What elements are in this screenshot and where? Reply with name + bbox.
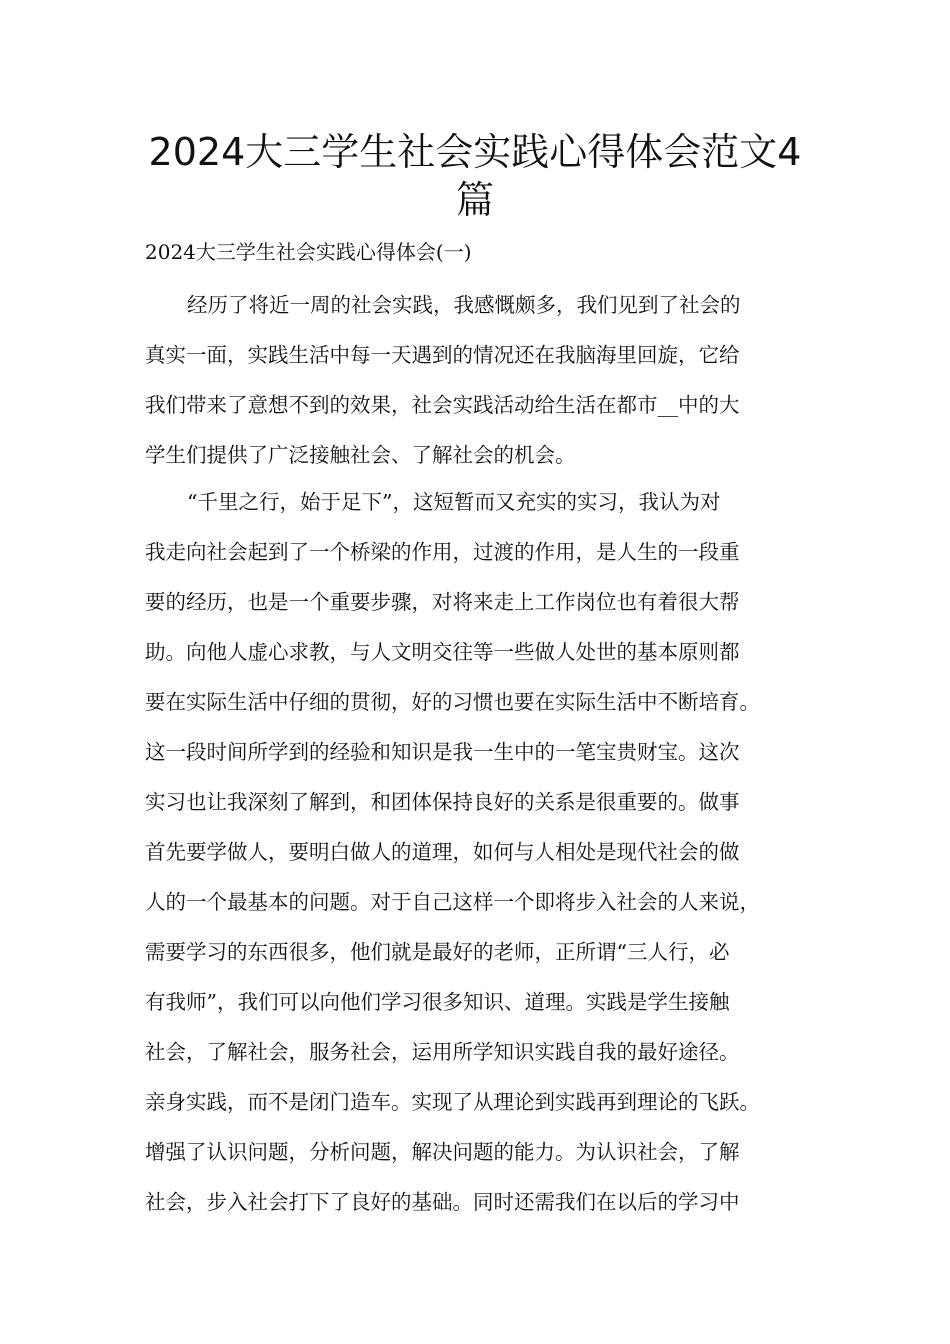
paragraph-line: 这一段时间所学到的经验和知识是我一生中的一笔宝贵财宝。这次	[145, 740, 740, 764]
paragraph-line: 经历了将近一周的社会实践，我感慨颇多，我们见到了社会的	[187, 293, 741, 317]
paragraph-line: 真实一面，实践生活中每一天遇到的情况还在我脑海里回旋，它给	[145, 343, 740, 367]
paragraph-line: 我们带来了意想不到的效果，社会实践活动给生活在都市__中的大	[145, 393, 740, 417]
paragraph-line: 实习也让我深刻了解到，和团体保持良好的关系是很重要的。做事	[145, 790, 740, 814]
paragraph-line: 助。向他人虚心求教，与人文明交往等一些做人处世的基本原则都	[145, 640, 740, 664]
paragraph-line: 学生们提供了广泛接触社会、了解社会的机会。	[145, 443, 576, 467]
paragraph-line: 要在实际生活中仔细的贯彻，好的习惯也要在实际生活中不断培育。	[145, 690, 760, 714]
paragraph-1	[145, 280, 817, 480]
paragraph-line: 我走向社会起到了一个桥梁的作用，过渡的作用，是人生的一段重	[145, 540, 740, 564]
paragraph-line: 有我师”，我们可以向他们学习很多知识、道理。实践是学生接触	[145, 990, 730, 1014]
title-line-1: 2024大三学生社会实践心得体会范文4	[148, 130, 802, 174]
paragraph-line: 首先要学做人，要明白做人的道理，如何与人相处是现代社会的做	[145, 840, 740, 864]
paragraph-line: 亲身实践，而不是闭门造车。实现了从理论到实践再到理论的飞跃。	[145, 1090, 760, 1114]
paragraph-line: “千里之行，始于足下”，这短暂而又充实的实习，我认为对	[187, 490, 721, 514]
paragraph-line: 人的一个最基本的问题。对于自己这样一个即将步入社会的人来说，	[145, 890, 760, 914]
paragraph-line: 要的经历，也是一个重要步骤，对将来走上工作岗位也有着很大帮	[145, 590, 740, 614]
paragraph-2	[145, 477, 817, 1227]
section-subtitle: 2024大三学生社会实践心得体会(一)	[145, 240, 472, 264]
document-title	[130, 128, 820, 224]
paragraph-line: 需要学习的东西很多，他们就是最好的老师，正所谓“三人行，必	[145, 940, 730, 964]
paragraph-line: 社会，步入社会打下了良好的基础。同时还需我们在以后的学习中	[145, 1190, 740, 1214]
title-line-2: 篇	[455, 178, 494, 222]
paragraph-line: 社会，了解社会，服务社会，运用所学知识实践自我的最好途径。	[145, 1040, 740, 1064]
paragraph-line: 增强了认识问题，分析问题，解决问题的能力。为认识社会，了解	[145, 1140, 740, 1164]
